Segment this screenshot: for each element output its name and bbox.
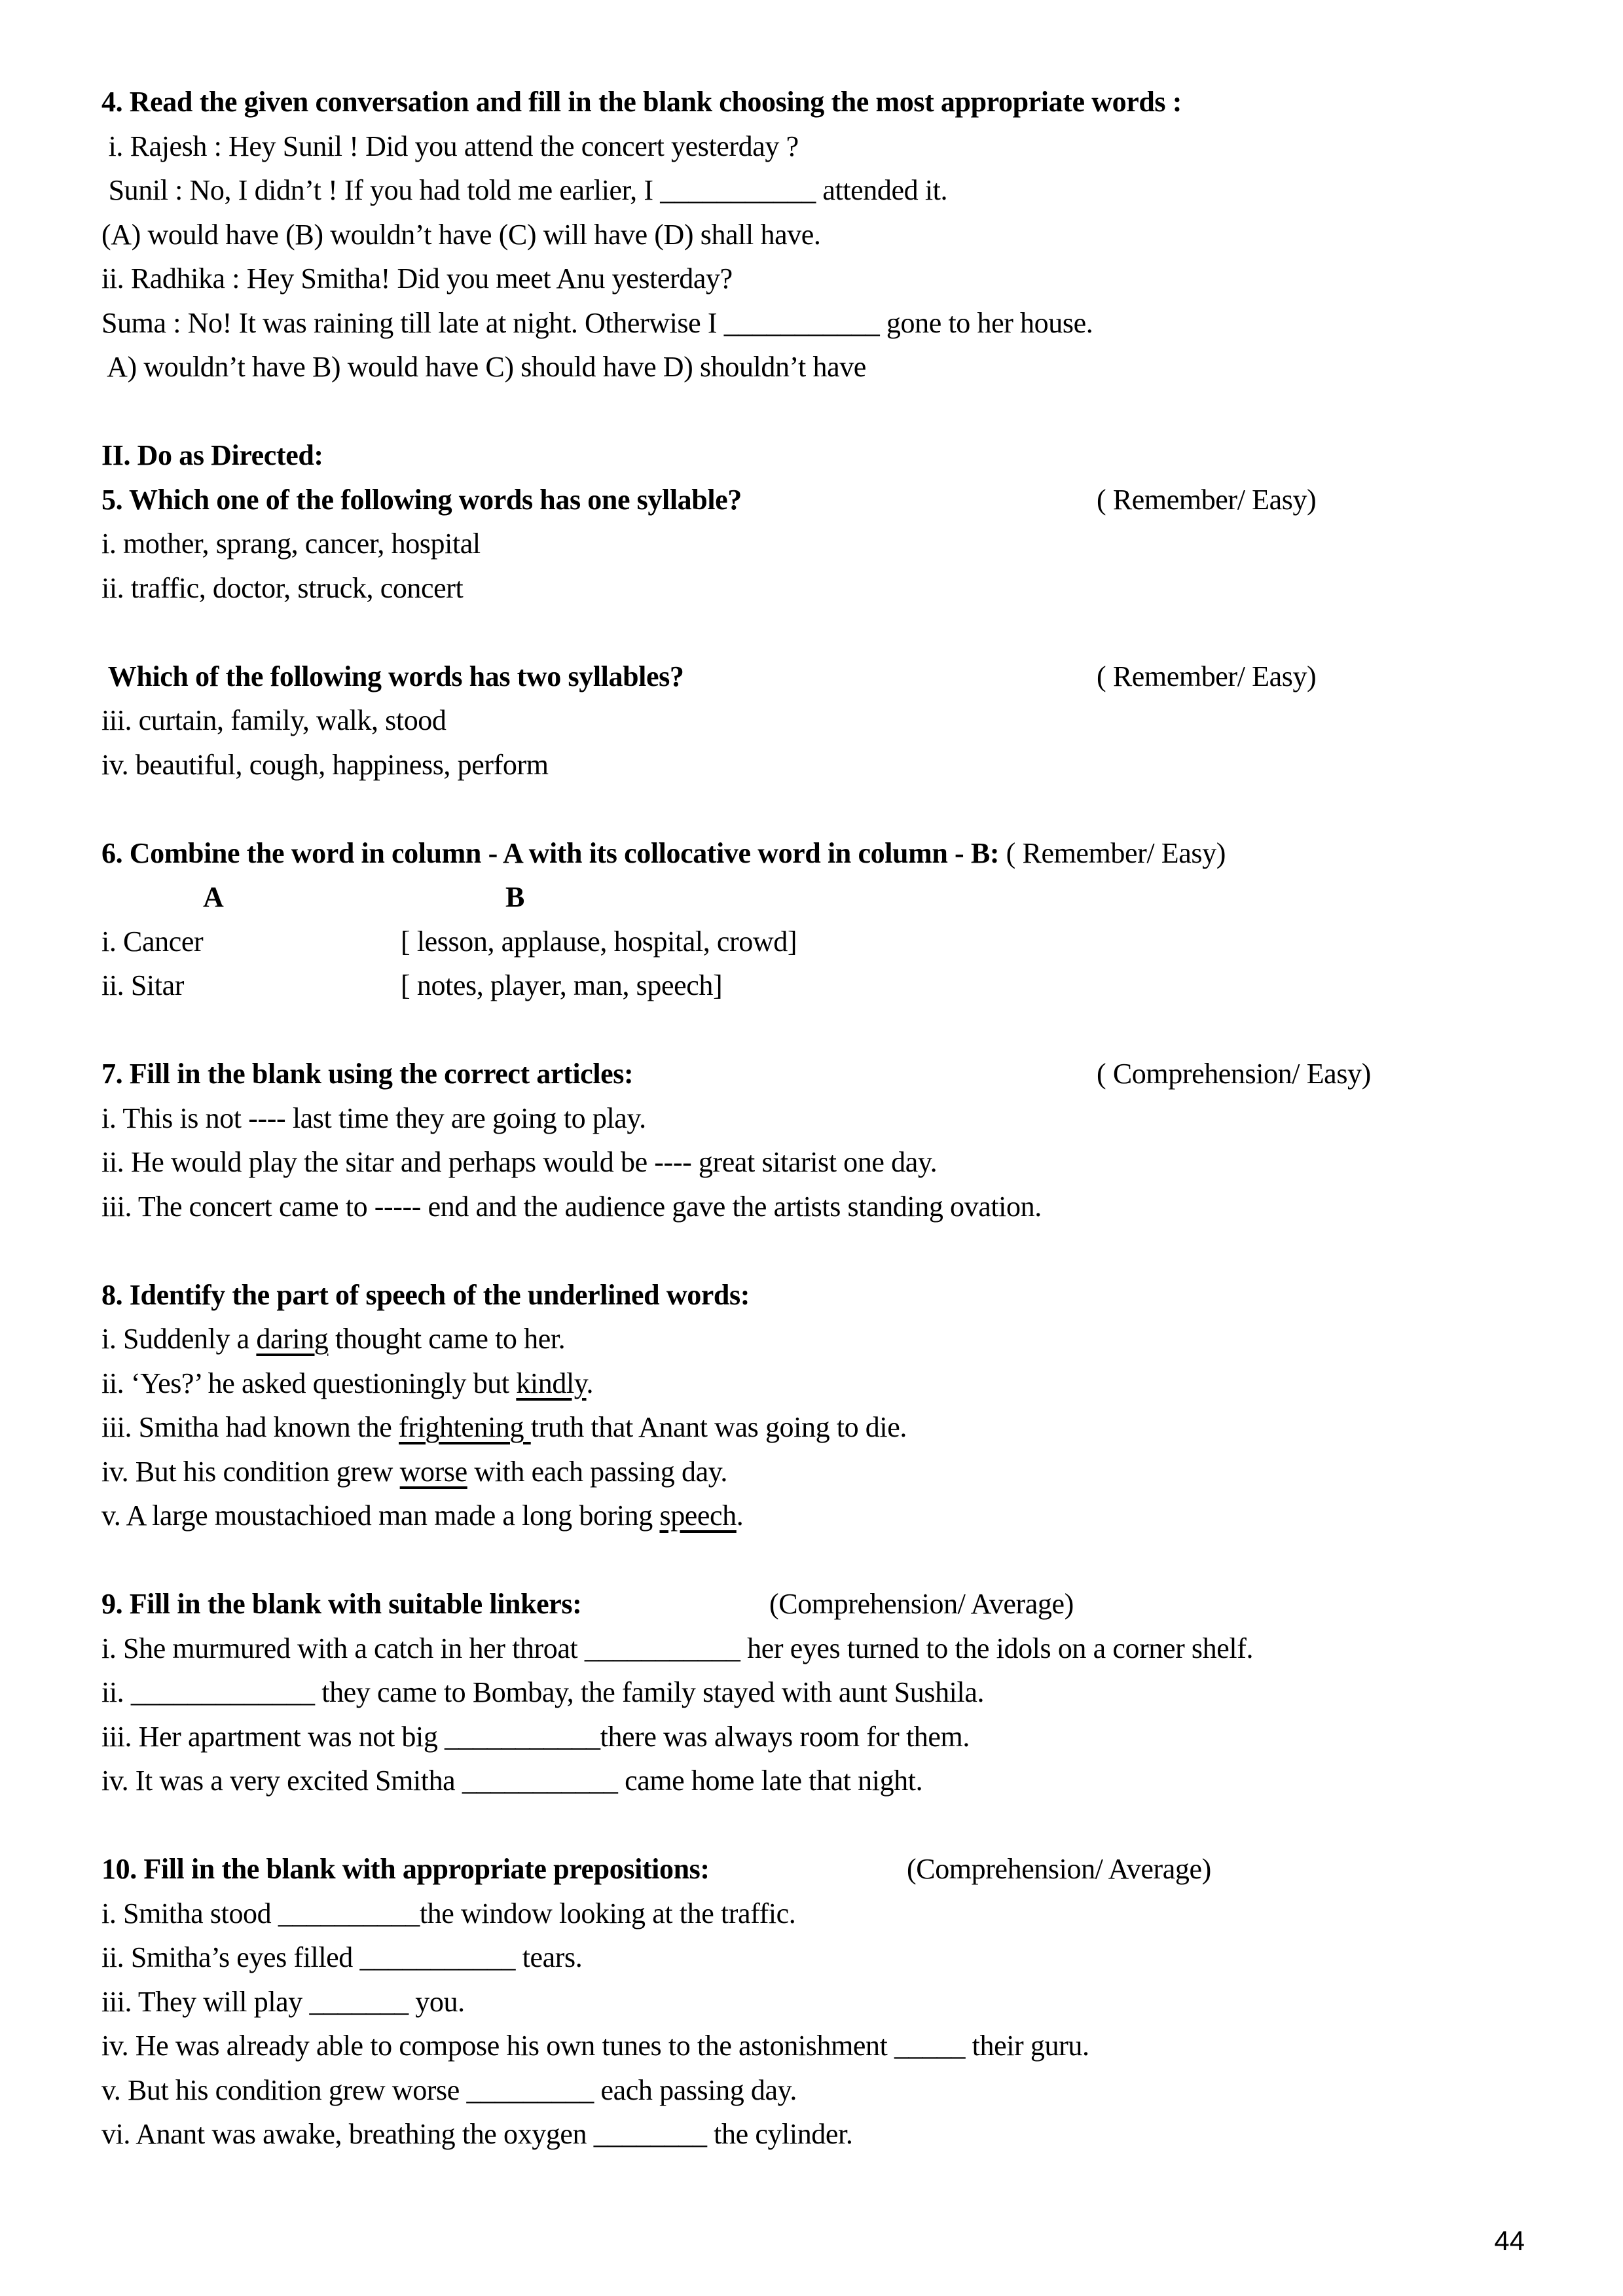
- q6-row: [101, 963, 1525, 1008]
- q9-item: iii. Her apartment was not big ___________there was always room for them.: [101, 1720, 970, 1753]
- q8-item-post: truth that Anant was going to die.: [530, 1411, 907, 1443]
- q7-item: ii. He would play the sitar and perhaps would be ---- great sitarist one day.: [101, 1146, 938, 1178]
- q9-item: iv. It was a very excited Smitha ___________ came home late that night.: [101, 1765, 923, 1797]
- section-spacer: [101, 1008, 1525, 1052]
- q5-difficulty-tag: ( Remember/ Easy): [1097, 483, 1317, 516]
- q6-row-word: i. Cancer: [101, 925, 204, 958]
- section-spacer: [101, 787, 1525, 831]
- q5b-item: iii. curtain, family, walk, stood: [101, 704, 447, 736]
- q6-row-options: [ notes, player, man, speech]: [401, 969, 723, 1001]
- q10-item: vi. Anant was awake, breathing the oxygen ________ the cylinder.: [101, 2118, 853, 2150]
- q5-item: i. mother, sprang, cancer, hospital: [101, 528, 481, 560]
- q7-heading: 7. Fill in the blank using the correct articles:: [101, 1058, 634, 1090]
- q5b-difficulty-tag: ( Remember/ Easy): [1097, 660, 1317, 692]
- q4-options-ii: A) wouldn’t have B) would have C) should have D) shouldn’t have: [101, 351, 866, 383]
- q8-item: [101, 1450, 1525, 1494]
- q10-item: iii. They will play _______ you.: [101, 1985, 465, 2018]
- q5-heading-line: [101, 478, 1525, 522]
- q7-item: iii. The concert came to ----- end and the audience gave the artists standing ovation.: [101, 1190, 1042, 1223]
- q6-column-b-header: B: [505, 881, 524, 913]
- q8-item-pre: v. A large moustachioed man made a long boring: [101, 1499, 660, 1532]
- q8-underlined-word: daring: [256, 1323, 329, 1355]
- q8-underlined-word: worse: [399, 1455, 467, 1488]
- q8-item-post: thought came to her.: [328, 1323, 566, 1355]
- q8-item-pre: i. Suddenly a: [101, 1323, 257, 1355]
- q10-difficulty-tag: (Comprehension/ Average): [907, 1853, 1211, 1885]
- q5-item: ii. traffic, doctor, struck, concert: [101, 571, 464, 604]
- q8-item-pre: iii. Smitha had known the: [101, 1411, 399, 1443]
- q8-underlined-word: speech: [659, 1499, 737, 1532]
- q9-item: i. She murmured with a catch in her throat ___________ her eyes turned to the idols on a corner shelf.: [101, 1632, 1254, 1664]
- q4-heading: 4. Read the given conversation and fill in the blank choosing the most appropriate words :: [101, 86, 1182, 118]
- q8-item: [101, 1361, 1525, 1406]
- q8-item-pre: iv. But his condition grew: [101, 1455, 400, 1488]
- q10-item: i. Smitha stood __________the window looking at the traffic.: [101, 1897, 796, 1929]
- q4-options-i: (A) would have (B) wouldn’t have (C) will have (D) shall have.: [101, 218, 821, 251]
- q6-row-options: [ lesson, applause, hospital, crowd]: [401, 925, 797, 958]
- q10-item: iv. He was already able to compose his own tunes to the astonishment _____ their guru.: [101, 2030, 1089, 2062]
- q6-heading: 6. Combine the word in column - A with its collocative word in column - B:: [101, 836, 1000, 869]
- q6-row: [101, 920, 1525, 964]
- q8-item: [101, 1494, 1525, 1538]
- section-spacer: [101, 389, 1525, 434]
- q9-difficulty-tag: (Comprehension/ Average): [769, 1588, 1074, 1620]
- q6-column-a-header: A: [203, 881, 224, 913]
- section-spacer: [101, 1229, 1525, 1273]
- q7-heading-line: [101, 1052, 1525, 1096]
- q6-difficulty-tag: ( Remember/ Easy): [999, 836, 1226, 869]
- q6-row-word: ii. Sitar: [101, 969, 184, 1001]
- page-number: 44: [1494, 2225, 1525, 2256]
- section-2-heading: II. Do as Directed:: [101, 439, 323, 471]
- q7-item: i. This is not ---- last time they are going to play.: [101, 1102, 646, 1134]
- q8-item-pre: ii. ‘Yes?’ he asked questioningly but: [101, 1367, 517, 1399]
- q7-difficulty-tag: ( Comprehension/ Easy): [1097, 1058, 1371, 1090]
- q5b-item: iv. beautiful, cough, happiness, perform: [101, 748, 549, 781]
- q8-underlined-word: frightening: [399, 1411, 531, 1443]
- q8-item: [101, 1405, 1525, 1450]
- section-spacer: [101, 1803, 1525, 1848]
- q5b-heading: Which of the following words has two syllables?: [101, 660, 684, 692]
- q9-heading: 9. Fill in the blank with suitable linkers:: [101, 1588, 582, 1620]
- q4-line-sunil: Sunil : No, I didn’t ! If you had told me earlier, I ___________ attended it.: [101, 174, 948, 206]
- q8-item-post: .: [586, 1367, 594, 1399]
- q5-heading: 5. Which one of the following words has one syllable?: [101, 483, 742, 516]
- q8-item-post: .: [736, 1499, 744, 1532]
- q8-item-post: with each passing day.: [467, 1455, 728, 1488]
- q6-column-headers: [101, 875, 1525, 920]
- q4-line-radhika: ii. Radhika : Hey Smitha! Did you meet Anu yesterday?: [101, 262, 733, 295]
- q10-item: v. But his condition grew worse _________ each passing day.: [101, 2073, 797, 2106]
- q10-heading-line: [101, 1847, 1525, 1892]
- section-spacer: [101, 610, 1525, 655]
- q8-underlined-word: kindly: [516, 1367, 587, 1399]
- q10-heading: 10. Fill in the blank with appropriate prepositions:: [101, 1853, 710, 1885]
- q9-item: ii. _____________ they came to Bombay, the family stayed with aunt Sushila.: [101, 1676, 985, 1708]
- q4-line-rajesh: i. Rajesh : Hey Sunil ! Did you attend the concert yesterday ?: [101, 130, 799, 162]
- q4-line-suma: Suma : No! It was raining till late at night. Otherwise I ___________ gone to her house.: [101, 306, 1093, 339]
- q6-heading-line: [101, 831, 1525, 876]
- q8-heading: 8. Identify the part of speech of the underlined words:: [101, 1278, 750, 1311]
- q10-item: ii. Smitha’s eyes filled ___________ tears.: [101, 1941, 583, 1973]
- q9-heading-line: [101, 1582, 1525, 1626]
- section-spacer: [101, 1538, 1525, 1583]
- q8-item: [101, 1317, 1525, 1361]
- q5b-heading-line: [101, 655, 1525, 699]
